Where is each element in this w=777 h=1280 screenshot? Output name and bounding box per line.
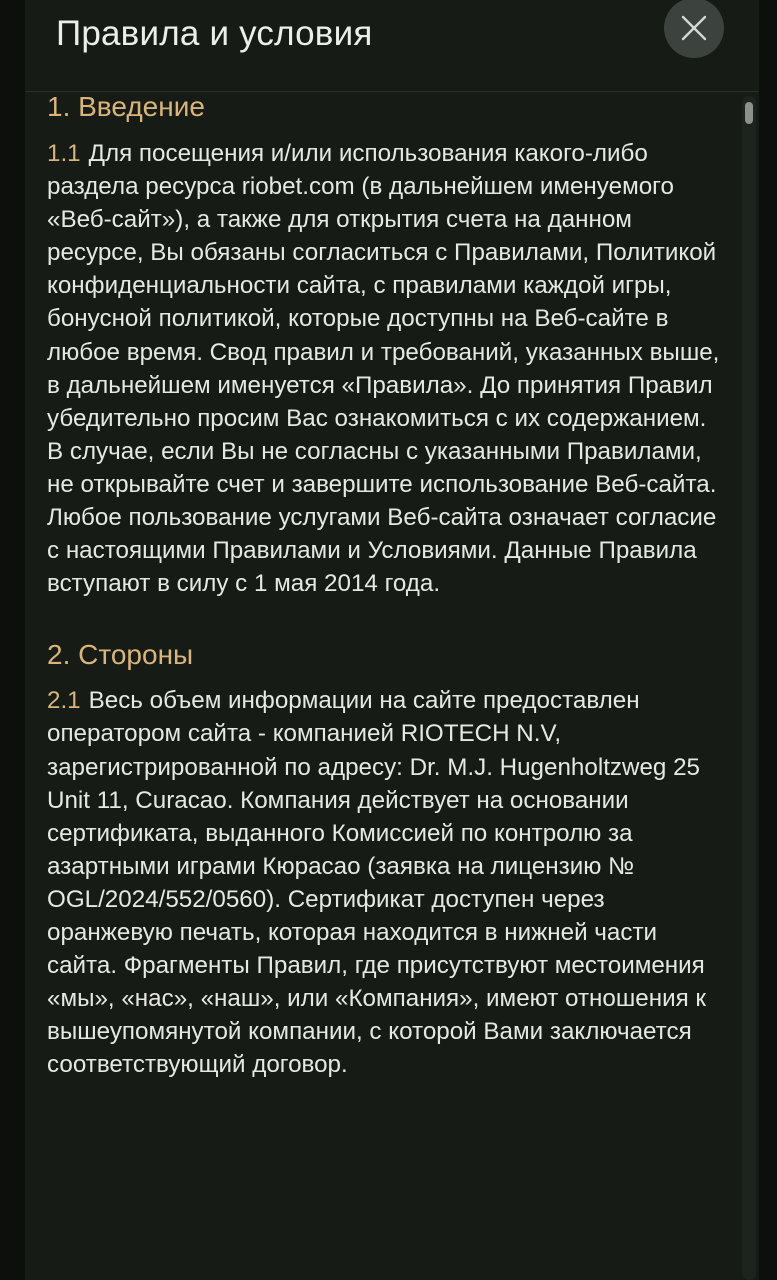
terms-content[interactable]	[47, 88, 727, 1081]
scrollbar[interactable]	[742, 96, 756, 1280]
close-button[interactable]	[664, 0, 724, 58]
paragraph-text: Для посещения и/или использования какого-либо раздела ресурса riobet.com (в дальнейшем именуемого «Веб-сайт»), а также для открытия счета на данном ресурсе, Вы обязаны согласиться с Правилами, Политикой конфиденциальности сайта, с правилами каждой игры, бонусной политикой, которые доступны на Веб-сайте в любое время. Свод правил и требований, указанных выше, в дальнейшем именуется «Правила». До принятия Правил убедительно просим Вас ознакомиться с их содержанием. В случае, если Вы не согласны с указанными Правилами, не открывайте счет и завершите использование Веб-сайта. Любое пользование услугами Веб-сайта означает согласие с настоящими Правилами и Условиями. Данные Правила вступают в силу с 1 мая 2014 года.	[47, 140, 720, 598]
scrollbar-thumb[interactable]	[745, 102, 753, 124]
close-icon	[681, 15, 707, 41]
modal-title: Правила и условия	[56, 14, 373, 53]
paragraph-number: 2.1	[47, 687, 81, 715]
section-title-introduction: 1. Введение	[47, 91, 205, 122]
section-title-parties: 2. Стороны	[47, 639, 194, 671]
modal-header	[25, 0, 759, 92]
paragraph-number: 1.1	[47, 140, 81, 167]
paragraph-text: Весь объем информации на сайте предоставлен оператором сайта - компанией RIOTECH N.V, зарегистрированной по адресу: Dr. M.J. Hugenholtzweg 25 Unit 11, Curacao. Компания действует на основании сертификата, выданного Комиссией по контролю за азартными играми Кюрасао (заявка на лицензию № OGL/2024/552/0560). Сертификат доступен через оранжевую печать, которая находится в нижней части сайта. Фрагменты Правил, где присутствуют местоимения «мы», «нас», «наш», или «Компания», имеют отношения к вышеупомянутой компании, с которой Вами заключается соответствующий договор.	[47, 687, 706, 1079]
paragraph-1-1	[47, 137, 727, 600]
paragraph-2-1	[47, 684, 727, 1081]
terms-modal	[25, 0, 759, 1280]
